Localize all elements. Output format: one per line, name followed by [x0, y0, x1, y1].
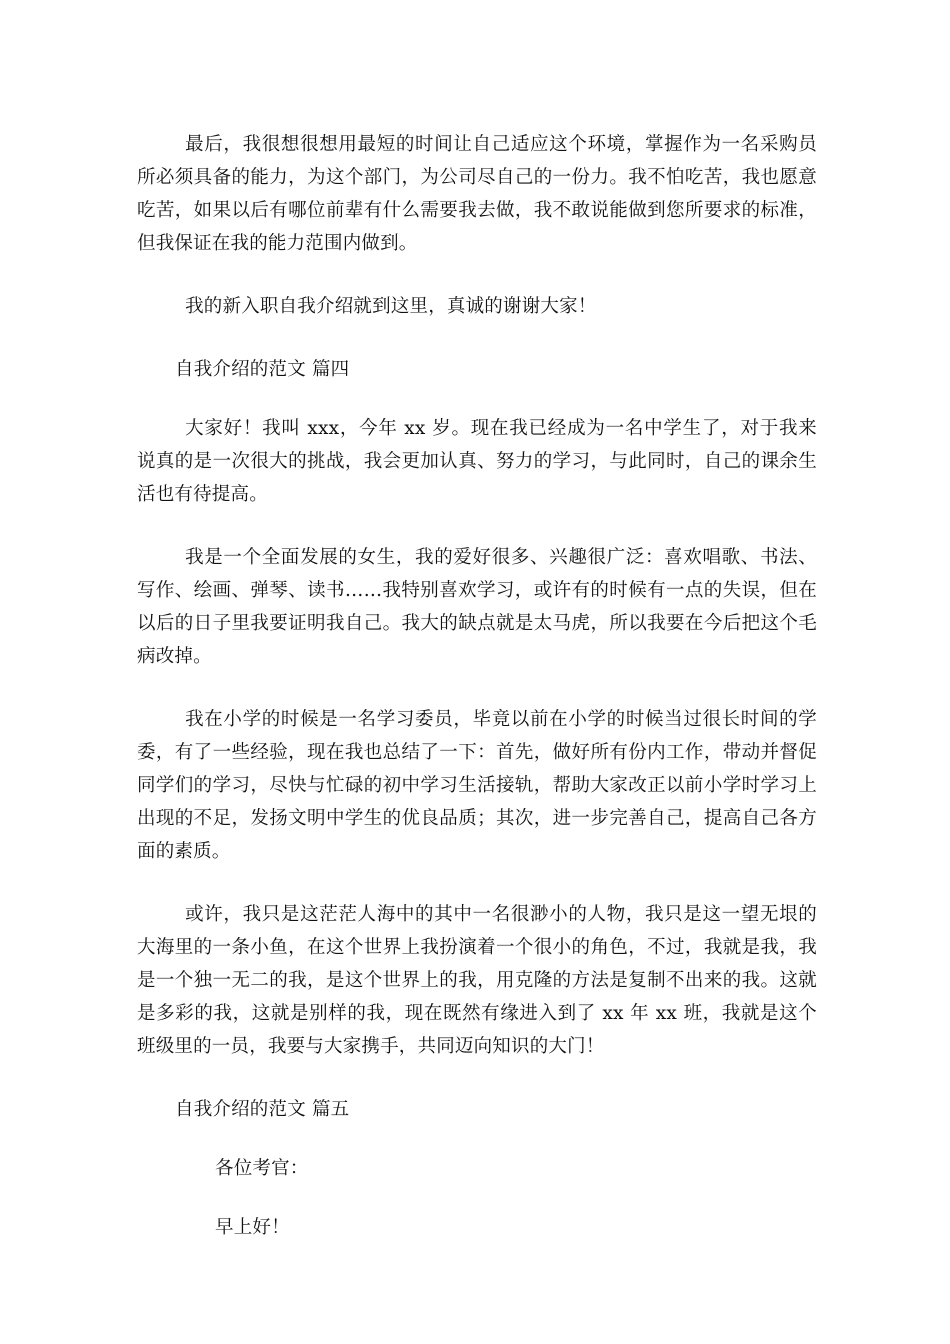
- paragraph-experience: 我在小学的时候是一名学习委员，毕竟以前在小学的时候当过很长时间的学委，有了一些经验，现在我也总结了一下：首先，做好所有份内工作，带动并督促同学们的学习，尽快与忙碌的初中学习生活接轨，帮助大家改正以前小学时学习上出现的不足，发扬文明中学生的优良品质；其次，进一步完善自己，提高自己各方面的素质。: [137, 709, 817, 862]
- paragraph-conclusion: 最后，我很想很想用最短的时间让自己适应这个环境，掌握作为一名采购员所必须具备的能力，为这个部门，为公司尽自己的一份力。我不怕吃苦，我也愿意吃苦，如果以后有哪位前辈有什么需要我去做，我不敢说能做到您所要求的标准，但我保证在我的能力范围内做到。: [137, 134, 817, 254]
- paragraph-greeting: 大家好！我叫 xxx，今年 xx 岁。现在我已经成为一名中学生了，对于我来说真的是一次很大的挑战，我会更加认真、努力的学习，与此同时，自己的课余生活也有待提高。: [137, 418, 817, 505]
- greeting-line: 早上好！: [215, 1217, 290, 1238]
- section-heading-4: 自我介绍的范文 篇四: [175, 359, 350, 380]
- paragraph-self: 或许，我只是这茫茫人海中的其中一名很渺小的人物，我只是这一望无垠的大海里的一条小鱼，在这个世界上我扮演着一个很小的角色，不过，我就是我，我是一个独一无二的我，是这个世界上的我，用克隆的方法是复制不出来的我。这就是多彩的我，这就是别样的我，现在既然有缘进入到了 xx 年 xx 班，我就是这个班级里的一员，我要与大家携手，共同迈向知识的大门！: [137, 904, 817, 1057]
- section-heading-5: 自我介绍的范文 篇五: [175, 1099, 350, 1120]
- salutation: 各位考官：: [215, 1158, 309, 1179]
- paragraph-thanks: 我的新入职自我介绍就到这里，真诚的谢谢大家！: [185, 296, 597, 317]
- paragraph-hobbies: 我是一个全面发展的女生，我的爱好很多、兴趣很广泛：喜欢唱歌、书法、写作、绘画、弹琴、读书……我特别喜欢学习，或许有的时候有一点的失误，但在以后的日子里我要证明我自己。我大的缺点就是太马虎，所以我要在今后把这个毛病改掉。: [137, 547, 817, 667]
- document-page: [137, 128, 817, 1270]
